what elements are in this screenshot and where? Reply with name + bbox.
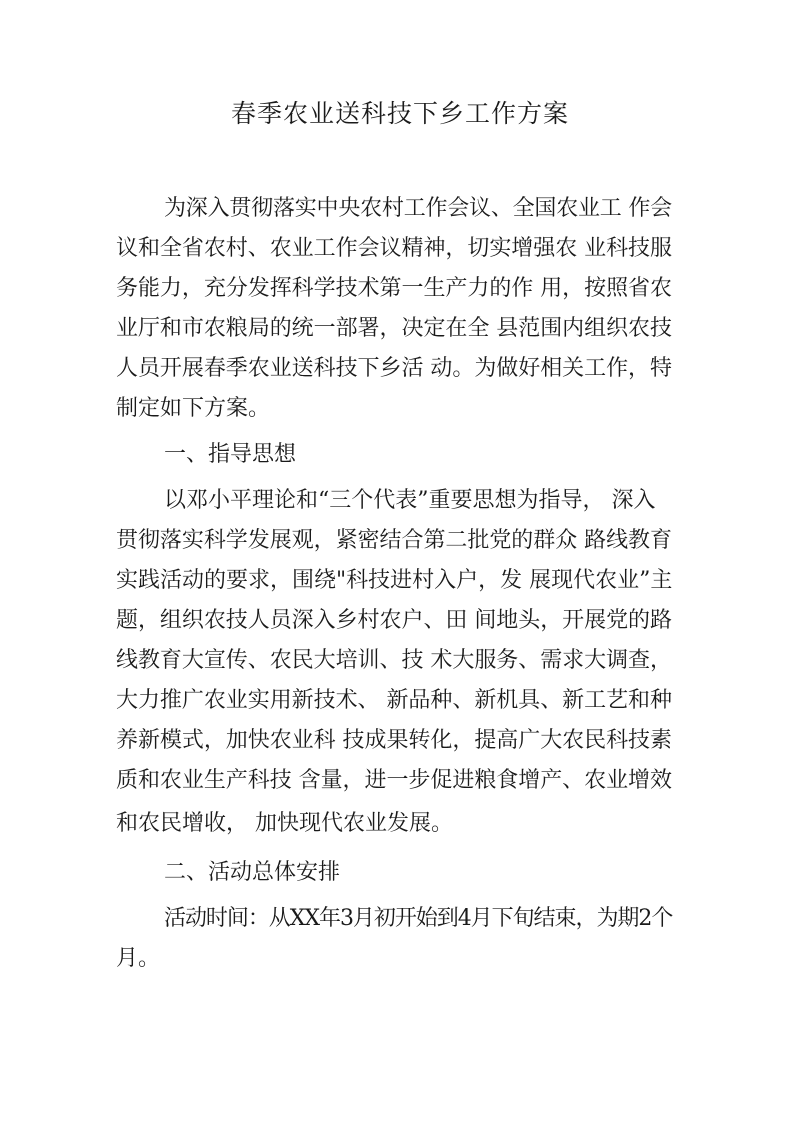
paragraph-line: 大力推广农业实用新技术、 新品种、新机具、新工艺和种	[116, 688, 672, 713]
paragraph-line: 贯彻落实科学发展观，紧密结合第二批党的群众 路线教育	[116, 528, 672, 553]
paragraph-line: 月。	[116, 946, 161, 971]
paragraph-line: 为深入贯彻落实中央农村工作会议、全国农业工 作会	[164, 196, 672, 221]
paragraph-line: 务能力，充分发挥科学技术第一生产力的作 用，按照省农	[116, 276, 672, 301]
document-title: 春季农业送科技下乡工作方案	[230, 99, 569, 128]
paragraph-line: 质和农业生产科技 含量，进一步促进粮食增产、农业增效	[116, 768, 672, 793]
paragraph-line: 实践活动的要求，围绕"科技进村入户，发 展现代农业”主	[116, 568, 673, 593]
section-heading: 二、活动总体安排	[164, 860, 341, 885]
section-heading: 一、指导思想	[164, 442, 297, 467]
paragraph-line: 制定如下方案。	[116, 396, 271, 421]
paragraph-line: 养新模式，加快农业科 技成果转化，提高广大农民科技素	[116, 728, 672, 753]
paragraph-line: 线教育大宣传、农民大培训、技 术大服务、需求大调查，	[116, 648, 672, 673]
paragraph-line: 和农民增收， 加快现代农业发展。	[116, 811, 453, 836]
paragraph-line: 人员开展春季农业送科技下乡活 动。为做好相关工作，特	[116, 356, 672, 381]
paragraph-line: 以邓小平理论和“三个代表”重要思想为指导， 深入	[164, 488, 656, 513]
paragraph-line: 议和全省农村、农业工作会议精神，切实增强农 业科技服	[116, 236, 672, 261]
paragraph-line: 业厅和市农粮局的统一部署，决定在全 县范围内组织农技	[116, 316, 672, 341]
paragraph-line: 活动时间：从XX年3月初开始到4月下旬结束，为期2个	[164, 906, 673, 931]
paragraph-line: 题，组织农技人员深入乡村农户、田 间地头，开展党的路	[116, 608, 672, 633]
